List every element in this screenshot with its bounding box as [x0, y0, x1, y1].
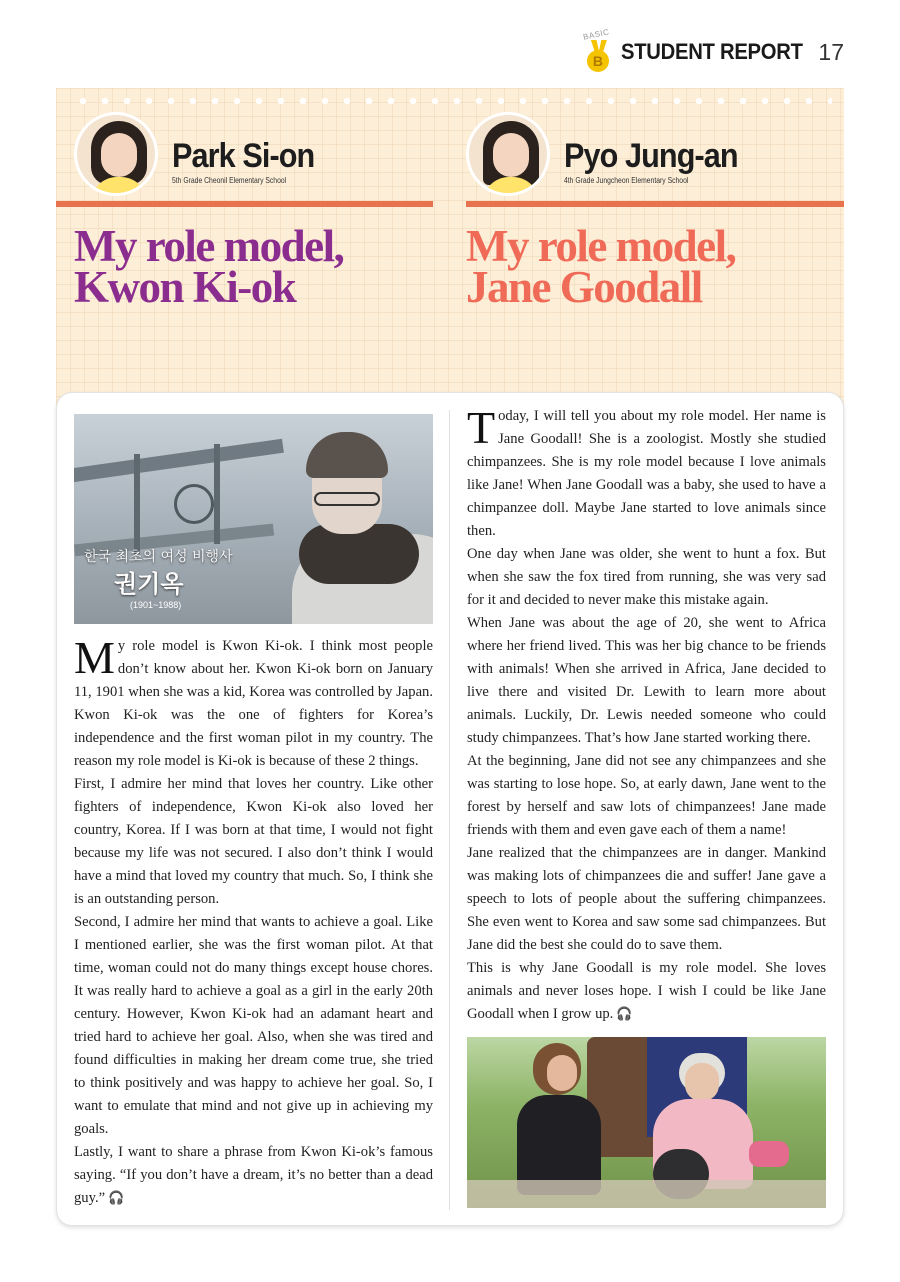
author-block-left: [74, 110, 434, 198]
photo-caption: 한국 최초의 여성 비행사: [84, 549, 233, 565]
photo-caption-name: 권기옥: [114, 570, 184, 598]
column-divider: [449, 410, 450, 1210]
page-number: 17: [818, 38, 844, 65]
article-headline: [74, 221, 344, 312]
page-header: [583, 28, 844, 76]
divider-rule: [466, 201, 844, 207]
divider-rule: [56, 201, 433, 207]
avatar: [466, 112, 550, 196]
author-name: Park Si-on: [172, 136, 315, 175]
paragraph: First, I admire her mind that loves her country. Like other fighters of independence, Kwon Ki-ok also loved her country, Korea. If I was born at that time, I would not fight because my life was not secured. I also don’t think I would have a mind that loved my country that much. So, I think she is an outstanding person.: [74, 776, 433, 907]
paragraph: Jane realized that the chimpanzees are in danger. Mankind was making lots of chimpanzees die and suffer! Jane gave a speech to lots of people about the suffering chimpanzees. She even went to Korea and saw some sad chimpanzees. But Jane did the best she could do to save them.: [467, 845, 826, 953]
photo-caption-years: (1901~1988): [130, 600, 182, 610]
drop-cap: T: [467, 402, 496, 453]
author-block-right: [466, 110, 844, 198]
headline-line: Kwon Ki-ok: [74, 262, 296, 312]
basic-logo: [582, 27, 613, 74]
headline-line: Jane Goodall: [466, 262, 702, 312]
paragraph: Lastly, I want to share a phrase from Kwon Ki-ok’s famous saying. “If you don’t have a dream, it’s no better than a dead guy.” 🎧: [74, 1144, 433, 1206]
drop-cap: M: [74, 632, 115, 683]
logo-label: BASIC: [582, 27, 611, 42]
headphones-icon[interactable]: 🎧: [108, 1191, 125, 1206]
paragraph: My role model is Kwon Ki-ok. I think most people don’t know about her. Kwon Ki-ok born on January 11, 1901 when she was a kid, Korea was controlled by Japan. Kwon Ki-ok was the one of fighters for Korea’s independence and the first woman pilot in my country. The reason my role model is Ki-ok is because of these 2 things.: [74, 632, 433, 769]
author-name: Pyo Jung-an: [564, 136, 738, 175]
kwon-ki-ok-photo: [74, 414, 433, 624]
logo-mark: B: [587, 50, 609, 72]
headline-line: My role model,: [466, 221, 736, 271]
section-title: STUDENT REPORT: [620, 39, 803, 64]
article-body-left: [74, 632, 433, 1210]
dotted-border-decoration: [72, 96, 832, 106]
paragraph: Second, I admire her mind that wants to achieve a goal. Like I mentioned earlier, she was the first woman pilot. At that time, woman could not do many things except house chores. It was really hard to achieve a goal as a girl in the early 20th century. However, Kwon Ki-ok had an adamant heart and tried hard to achieve her goal. Also, when she was tired and found difficulties in making her dream come true, she tried to think positively and was happy to achieve her goal. So, I want to emulate that mind and not give up in achieving my goals.: [74, 914, 433, 1137]
author-school: 5th Grade Cheonil Elementary School: [172, 175, 287, 185]
paragraph: One day when Jane was older, she went to hunt a fox. But when she saw the fox tired from running, she was very sad for it and decided to never make this mistake again.: [467, 546, 826, 608]
paragraph: When Jane was about the age of 20, she went to Africa where her friend lived. This was her big chance to be friends with animals! When she arrived in Africa, Jane decided to live there and visited Dr. Lewith to learn more about animals. Luckily, Dr. Lewis needed someone who could study chimpanzees. That’s how Jane started working there.: [467, 615, 826, 746]
headphones-icon[interactable]: 🎧: [616, 1007, 633, 1022]
article-body-right: [467, 402, 826, 1026]
paragraph: At the beginning, Jane did not see any chimpanzees and she was starting to lose hope. So, at early dawn, Jane went to the forest by herself and saw lots of chimpanzees! Jane made friends with them and even gave each of them a name!: [467, 753, 826, 838]
article-headline: [466, 221, 736, 312]
headline-line: My role model,: [74, 221, 344, 271]
author-school: 4th Grade Jungcheon Elementary School: [564, 175, 689, 185]
paragraph: This is why Jane Goodall is my role model. She loves animals and never loses hope. I wish I could be like Jane Goodall when I grow up. 🎧: [467, 960, 826, 1022]
avatar: [74, 112, 158, 196]
jane-goodall-photo: [467, 1037, 826, 1208]
paragraph: Today, I will tell you about my role model. Her name is Jane Goodall! She is a zoologist. Mostly she studied chimpanzees. She is my role model because I love animals like Jane! When Jane Goodall was a baby, she used to have a chimpanzee doll. Maybe Jane started to love animals since then.: [467, 402, 826, 539]
